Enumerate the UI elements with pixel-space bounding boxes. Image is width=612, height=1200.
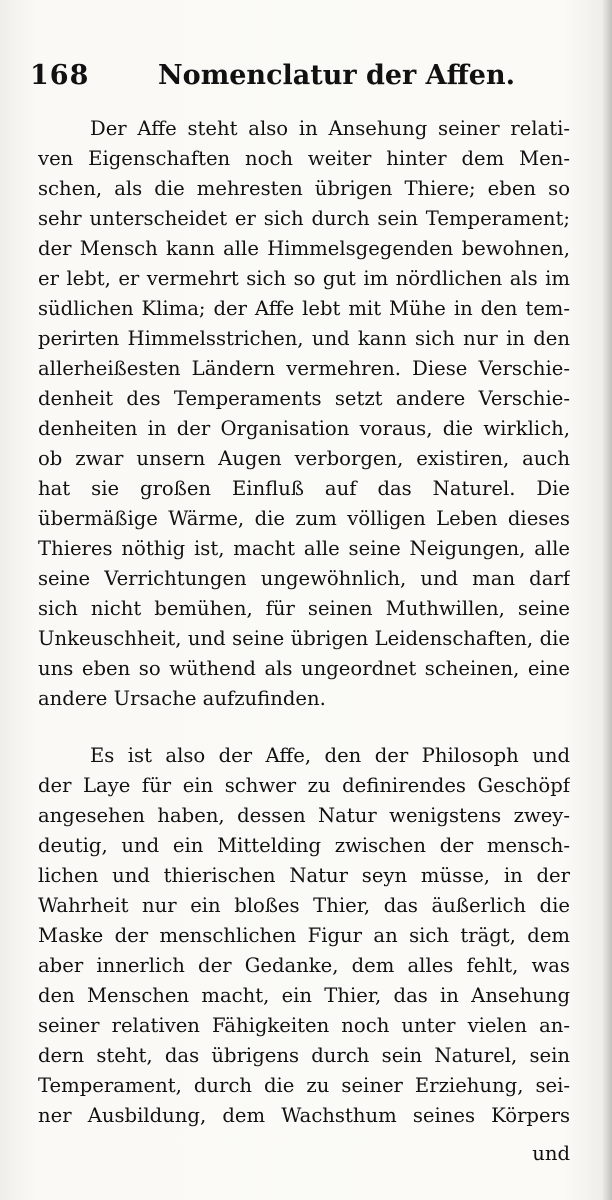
page-header: [30, 58, 572, 98]
text-line: hat sie großen Einfluß auf das Naturel. Die: [38, 477, 570, 500]
text-line: seiner relativen Fähigkeiten noch unter vielen an-: [38, 1014, 570, 1037]
text-line: übermäßige Wärme, die zum völligen Leben dieses: [38, 507, 570, 530]
text-line: ven Eigenschaften noch weiter hinter dem Men-: [38, 147, 570, 170]
text-line: denheiten in der Organisation voraus, die wirklich,: [38, 417, 570, 440]
text-line: angesehen haben, dessen Natur wenigstens zwey-: [38, 804, 570, 827]
text-line: denheit des Temperaments setzt andere Verschie-: [38, 387, 570, 410]
text-line: perirten Himmelsstrichen, und kann sich nur in den: [38, 327, 570, 350]
text-line: der Mensch kann alle Himmelsgegenden bewohnen,: [38, 237, 570, 260]
text-line: der Laye für ein schwer zu definirendes Geschöpf: [38, 774, 570, 797]
page-edge-shadow: [602, 0, 612, 1200]
text-line: südlichen Klima; der Affe lebt mit Mühe in den tem-: [38, 297, 570, 320]
text-line: andere Ursache aufzufinden.: [38, 687, 326, 710]
text-line: er lebt, er vermehrt sich so gut im nördlichen als im: [38, 267, 570, 290]
text-line: den Menschen macht, ein Thier, das in Ansehung: [38, 984, 570, 1007]
text-line: Es ist also der Affe, den der Philosoph und: [90, 744, 570, 767]
text-line: Thieres nöthig ist, macht alle seine Neigungen, alle: [38, 537, 570, 560]
text-line: schen, als die mehresten übrigen Thiere; eben so: [38, 177, 570, 200]
text-line: Unkeuschheit, und seine übrigen Leidenschaften, die: [38, 627, 570, 650]
text-line: lichen und thierischen Natur seyn müsse, in der: [38, 864, 570, 887]
catchword: und: [532, 1142, 570, 1165]
page-number: 168: [30, 60, 90, 91]
text-line: Maske der menschlichen Figur an sich trägt, dem: [38, 924, 570, 947]
text-line: Der Affe steht also in Ansehung seiner relati-: [90, 117, 570, 140]
text-line: ob zwar unsern Augen verborgen, existiren, auch: [38, 447, 570, 470]
text-line: uns eben so wüthend als ungeordnet scheinen, eine: [38, 657, 570, 680]
running-title: Nomenclatur der Affen.: [158, 60, 515, 91]
paragraph-2: [38, 741, 570, 1131]
paragraph-1: [38, 114, 570, 714]
text-line: Wahrheit nur ein bloßes Thier, das äußerlich die: [38, 894, 570, 917]
text-line: sehr unterscheidet er sich durch sein Temperament;: [38, 207, 570, 230]
text-line: dern steht, das übrigens durch sein Naturel, sein: [38, 1044, 570, 1067]
text-line: sich nicht bemühen, für seinen Muthwillen, seine: [38, 597, 570, 620]
text-line: ner Ausbildung, dem Wachsthum seines Körpers: [38, 1104, 570, 1127]
text-line: aber innerlich der Gedanke, dem alles fehlt, was: [38, 954, 570, 977]
text-line: deutig, und ein Mittelding zwischen der mensch-: [38, 834, 570, 857]
text-line: allerheißesten Ländern vermehren. Diese Verschie-: [38, 357, 570, 380]
text-line: Temperament, durch die zu seiner Erziehung, sei-: [38, 1074, 570, 1097]
text-line: seine Verrichtungen ungewöhnlich, und man darf: [38, 567, 570, 590]
